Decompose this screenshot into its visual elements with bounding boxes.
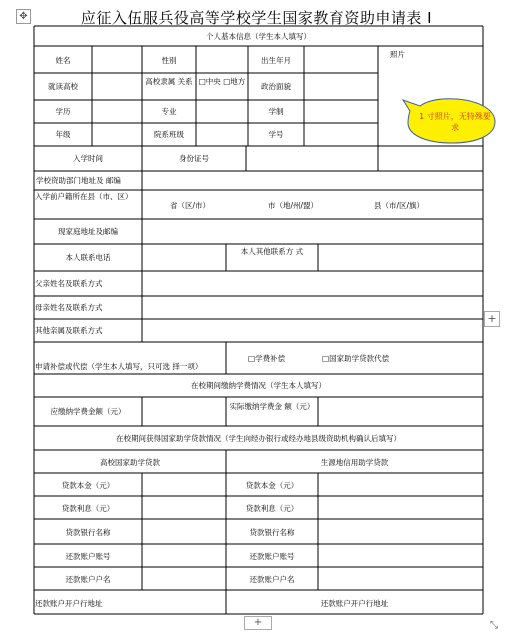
move-icon[interactable]: ✥: [16, 9, 31, 24]
origin-interest-label: 贷款利息（元）: [245, 504, 299, 513]
schooling-label: 学制: [268, 107, 284, 116]
origin-open-bank-label: 还款账户开户行地址: [320, 599, 389, 608]
city-label: 市（地/州/盟）: [268, 201, 319, 210]
class-label: 院系班级: [154, 130, 184, 139]
other-contact-label: 本人其他联系方 式: [240, 247, 304, 256]
origin-loan-header: 生源地信用助学贷款: [320, 458, 389, 467]
origin-account-label: 还款账户账号: [249, 552, 295, 561]
school-affiliation-label: 高校隶属 关系: [145, 77, 193, 86]
campus-open-bank-label: 还款账户开户行地址: [35, 599, 103, 608]
grade-label: 年级: [55, 130, 71, 139]
home-address-label: 现家庭地址及邮编: [58, 227, 118, 236]
section-tuition: 在校期间缴纳学费情况（学生本人填写）: [191, 381, 326, 390]
loan-repayment-checkbox[interactable]: □国家助学贷款代偿: [322, 354, 390, 363]
section-basic-info: 个人基本信息（学生本人填写）: [206, 32, 311, 41]
photo-callout-text: 1 寸照片，无特殊要求: [419, 112, 491, 132]
campus-interest-label: 贷款利息（元）: [61, 504, 115, 513]
gender-label: 性别: [161, 56, 177, 65]
tuition-compensation-checkbox[interactable]: □学费补偿: [248, 354, 286, 363]
campus-account-name-label: 还款账户户名: [65, 575, 111, 584]
name-label: 姓名: [55, 56, 71, 65]
political-label: 政治面貌: [261, 82, 291, 91]
origin-principal-label: 贷款本金（元）: [245, 481, 299, 490]
birth-label: 出生年月: [261, 56, 291, 65]
county-label: 县（市/区/旗）: [374, 201, 425, 210]
section-loan: 在校期间获得国家助学贷款情况（学生向经办银行或经办地县级资助机构确认后填写）: [116, 434, 401, 443]
id-card-label: 身份证号: [179, 154, 209, 163]
origin-account-name-label: 还款账户户名: [249, 575, 295, 584]
campus-principal-label: 贷款本金（元）: [61, 481, 115, 490]
student-id-label: 学号: [268, 130, 284, 139]
campus-bank-label: 贷款银行名称: [65, 528, 111, 537]
plus-icon[interactable]: +: [244, 616, 272, 630]
origin-bank-label: 贷款银行名称: [249, 528, 295, 537]
father-label: 父亲姓名及联系方式: [35, 279, 103, 288]
relative-label: 其他亲属及联系方式: [35, 326, 103, 335]
form-title: 应征入伍服兵役高等学校学生国家教育资助申请表 I: [80, 9, 433, 27]
aid-dept-label: 学校资助部门地址及 邮编: [36, 176, 121, 185]
education-label: 学历: [55, 107, 71, 116]
major-label: 专业: [161, 107, 177, 116]
campus-loan-header: 高校国家助学贷款: [100, 458, 160, 467]
apply-type-label: 申请补偿或代偿（学生本人填写，只可选 择一项）: [35, 362, 203, 371]
campus-account-label: 还款账户账号: [65, 552, 111, 561]
enroll-label: 入学时间: [73, 154, 103, 163]
school-label: 就读高校: [48, 82, 78, 91]
household-label: 入学前户籍所在县（市、区）: [35, 192, 133, 201]
phone-label: 本人联系电话: [65, 253, 111, 262]
plus-icon[interactable]: +: [484, 311, 500, 327]
mother-label: 母亲姓名及联系方式: [35, 303, 103, 312]
resize-icon[interactable]: ⤡: [490, 620, 498, 631]
due-tuition-label: 应缴纳学费金额（元）: [50, 407, 126, 416]
province-label: 省（区/市）: [170, 201, 211, 210]
central-local-checkbox[interactable]: □中央 □地方: [198, 77, 246, 86]
photo-label: 照片: [390, 50, 405, 59]
paid-tuition-label: 实际缴纳学费金 额（元）: [229, 402, 315, 411]
